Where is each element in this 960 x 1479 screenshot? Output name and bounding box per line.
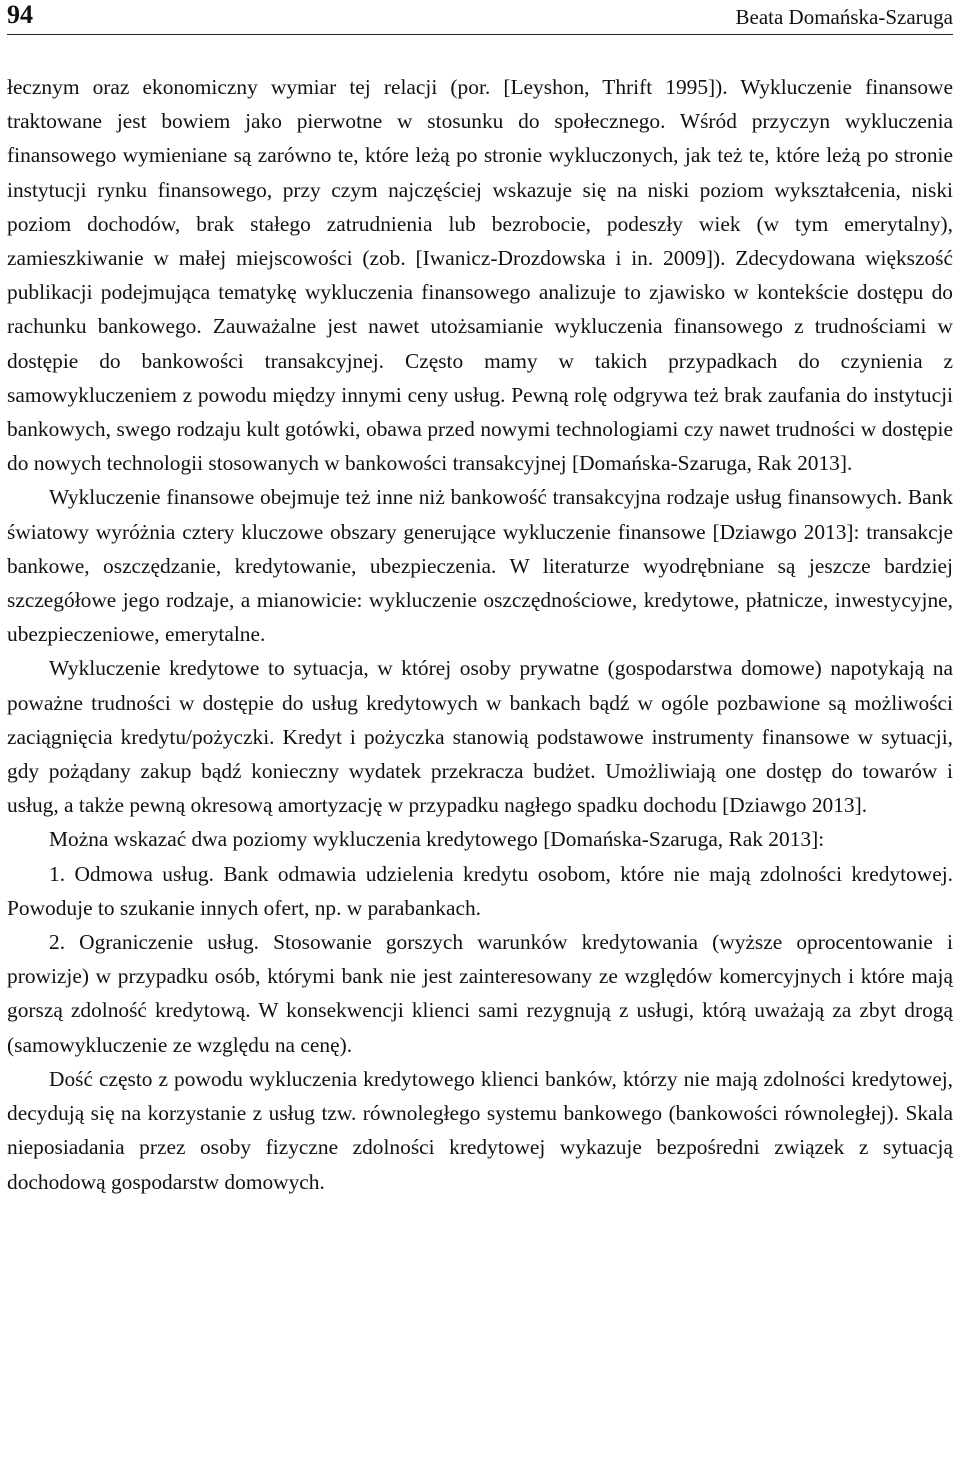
paragraph: łecznym oraz ekonomiczny wymiar tej relacji (por. [Leyshon, Thrift 1995]). Wykluczenie finansowe traktowane jest bowiem jako pierwotne w stosunku do społecznego. Wśród przyczyn wykluczenia finansowego wymieniane są zarówno te, które leżą po stronie wykluczonych, jak też te, które leżą po stronie instytucji rynku finansowego, przy czym najczęściej wskazuje się na niski poziom wykształcenia, niski poziom dochodów, brak stałego zatrudnienia lub bezrobocie, podeszły wiek (w tym emerytalny), zamieszkiwanie w małej miejscowości (zob. [Iwanicz-Drozdowska i in. 2009]). Zdecydowana większość publikacji podejmująca tematykę wykluczenia finansowego analizuje to zjawisko w kontekście dostępu do rachunku bankowego. Zauważalne jest nawet utożsamianie wykluczenia finansowego z trudnościami w dostępie do bankowości transakcyjnej. Często mamy w takich przypadkach do czynienia z samowykluczeniem z powodu między innymi ceny usług. Pewną rolę odgrywa też brak zaufania do instytucji bankowych, swego rodzaju kult gotówki, obawa przed nowymi technologiami czy nawet trudności w dostępie do nowych technologii stosowanych w bankowości transakcyjnej [Domańska-Szaruga, Rak 2013]. bbox=[7, 75, 953, 476]
list-item: 2. Ograniczenie usług. Stosowanie gorszych warunków kredytowania (wyższe oprocentowanie i prowizje) w przypadku osób, którymi bank nie jest zainteresowany ze względów komercyjnych i które mają gorszą zdolność kredytową. W konsekwencji klienci sami rezygnują z usługi, którą uważają za zbyt drogą (samowykluczenie ze względu na cenę). bbox=[7, 930, 953, 1057]
body-text bbox=[7, 70, 953, 1199]
page-header bbox=[7, 0, 953, 35]
paragraph: Wykluczenie kredytowe to sytuacja, w której osoby prywatne (gospodarstwa domowe) napotykają na poważne trudności w dostępie do usług kredytowych w bankach bądź w ogóle pozbawione są możliwości zaciągnięcia kredytu/pożyczki. Kredyt i pożyczka stanowią podstawowe instrumenty finansowe w sytuacji, gdy pożądany zakup bądź konieczny wydatek przekracza budżet. Umożliwiają one dostęp do towarów i usług, a także pewną okresową amortyzację w przypadku nagłego spadku dochodu [Dziawgo 2013]. bbox=[7, 656, 953, 818]
paragraph: Dość często z powodu wykluczenia kredytowego klienci banków, którzy nie mają zdolności kredytowej, decydują się na korzystanie z usług tzw. równoległego systemu bankowego (bankowości równoległej). Skala nieposiadania przez osoby fizyczne zdolności kredytowej wykazuje bezpośredni związek z sytuacją dochodową gospodarstw domowych. bbox=[7, 1066, 953, 1194]
running-head-author: Beata Domańska-Szaruga bbox=[735, 5, 953, 29]
list-item: 1. Odmowa usług. Bank odmawia udzielenia kredytu osobom, które nie mają zdolności kredytowej. Powoduje to szukanie innych ofert, np. w parabankach. bbox=[7, 861, 953, 920]
paragraph: Wykluczenie finansowe obejmuje też inne niż bankowość transakcyjna rodzaje usług finansowych. Bank światowy wyróżnia cztery kluczowe obszary generujące wykluczenie finansowe [Dziawgo 2013]: transakcje bankowe, oszczędzanie, kredytowanie, ubezpieczenia. W literaturze wyodrębniane są jeszcze bardziej szczegółowe jego rodzaje, a mianowicie: wykluczenie oszczędnościowe, kredytowe, płatnicze, inwestycyjne, ubezpieczeniowe, emerytalne. bbox=[7, 485, 953, 647]
page-number: 94 bbox=[7, 0, 33, 29]
paragraph: Można wskazać dwa poziomy wykluczenia kredytowego [Domańska-Szaruga, Rak 2013]: bbox=[49, 827, 825, 852]
